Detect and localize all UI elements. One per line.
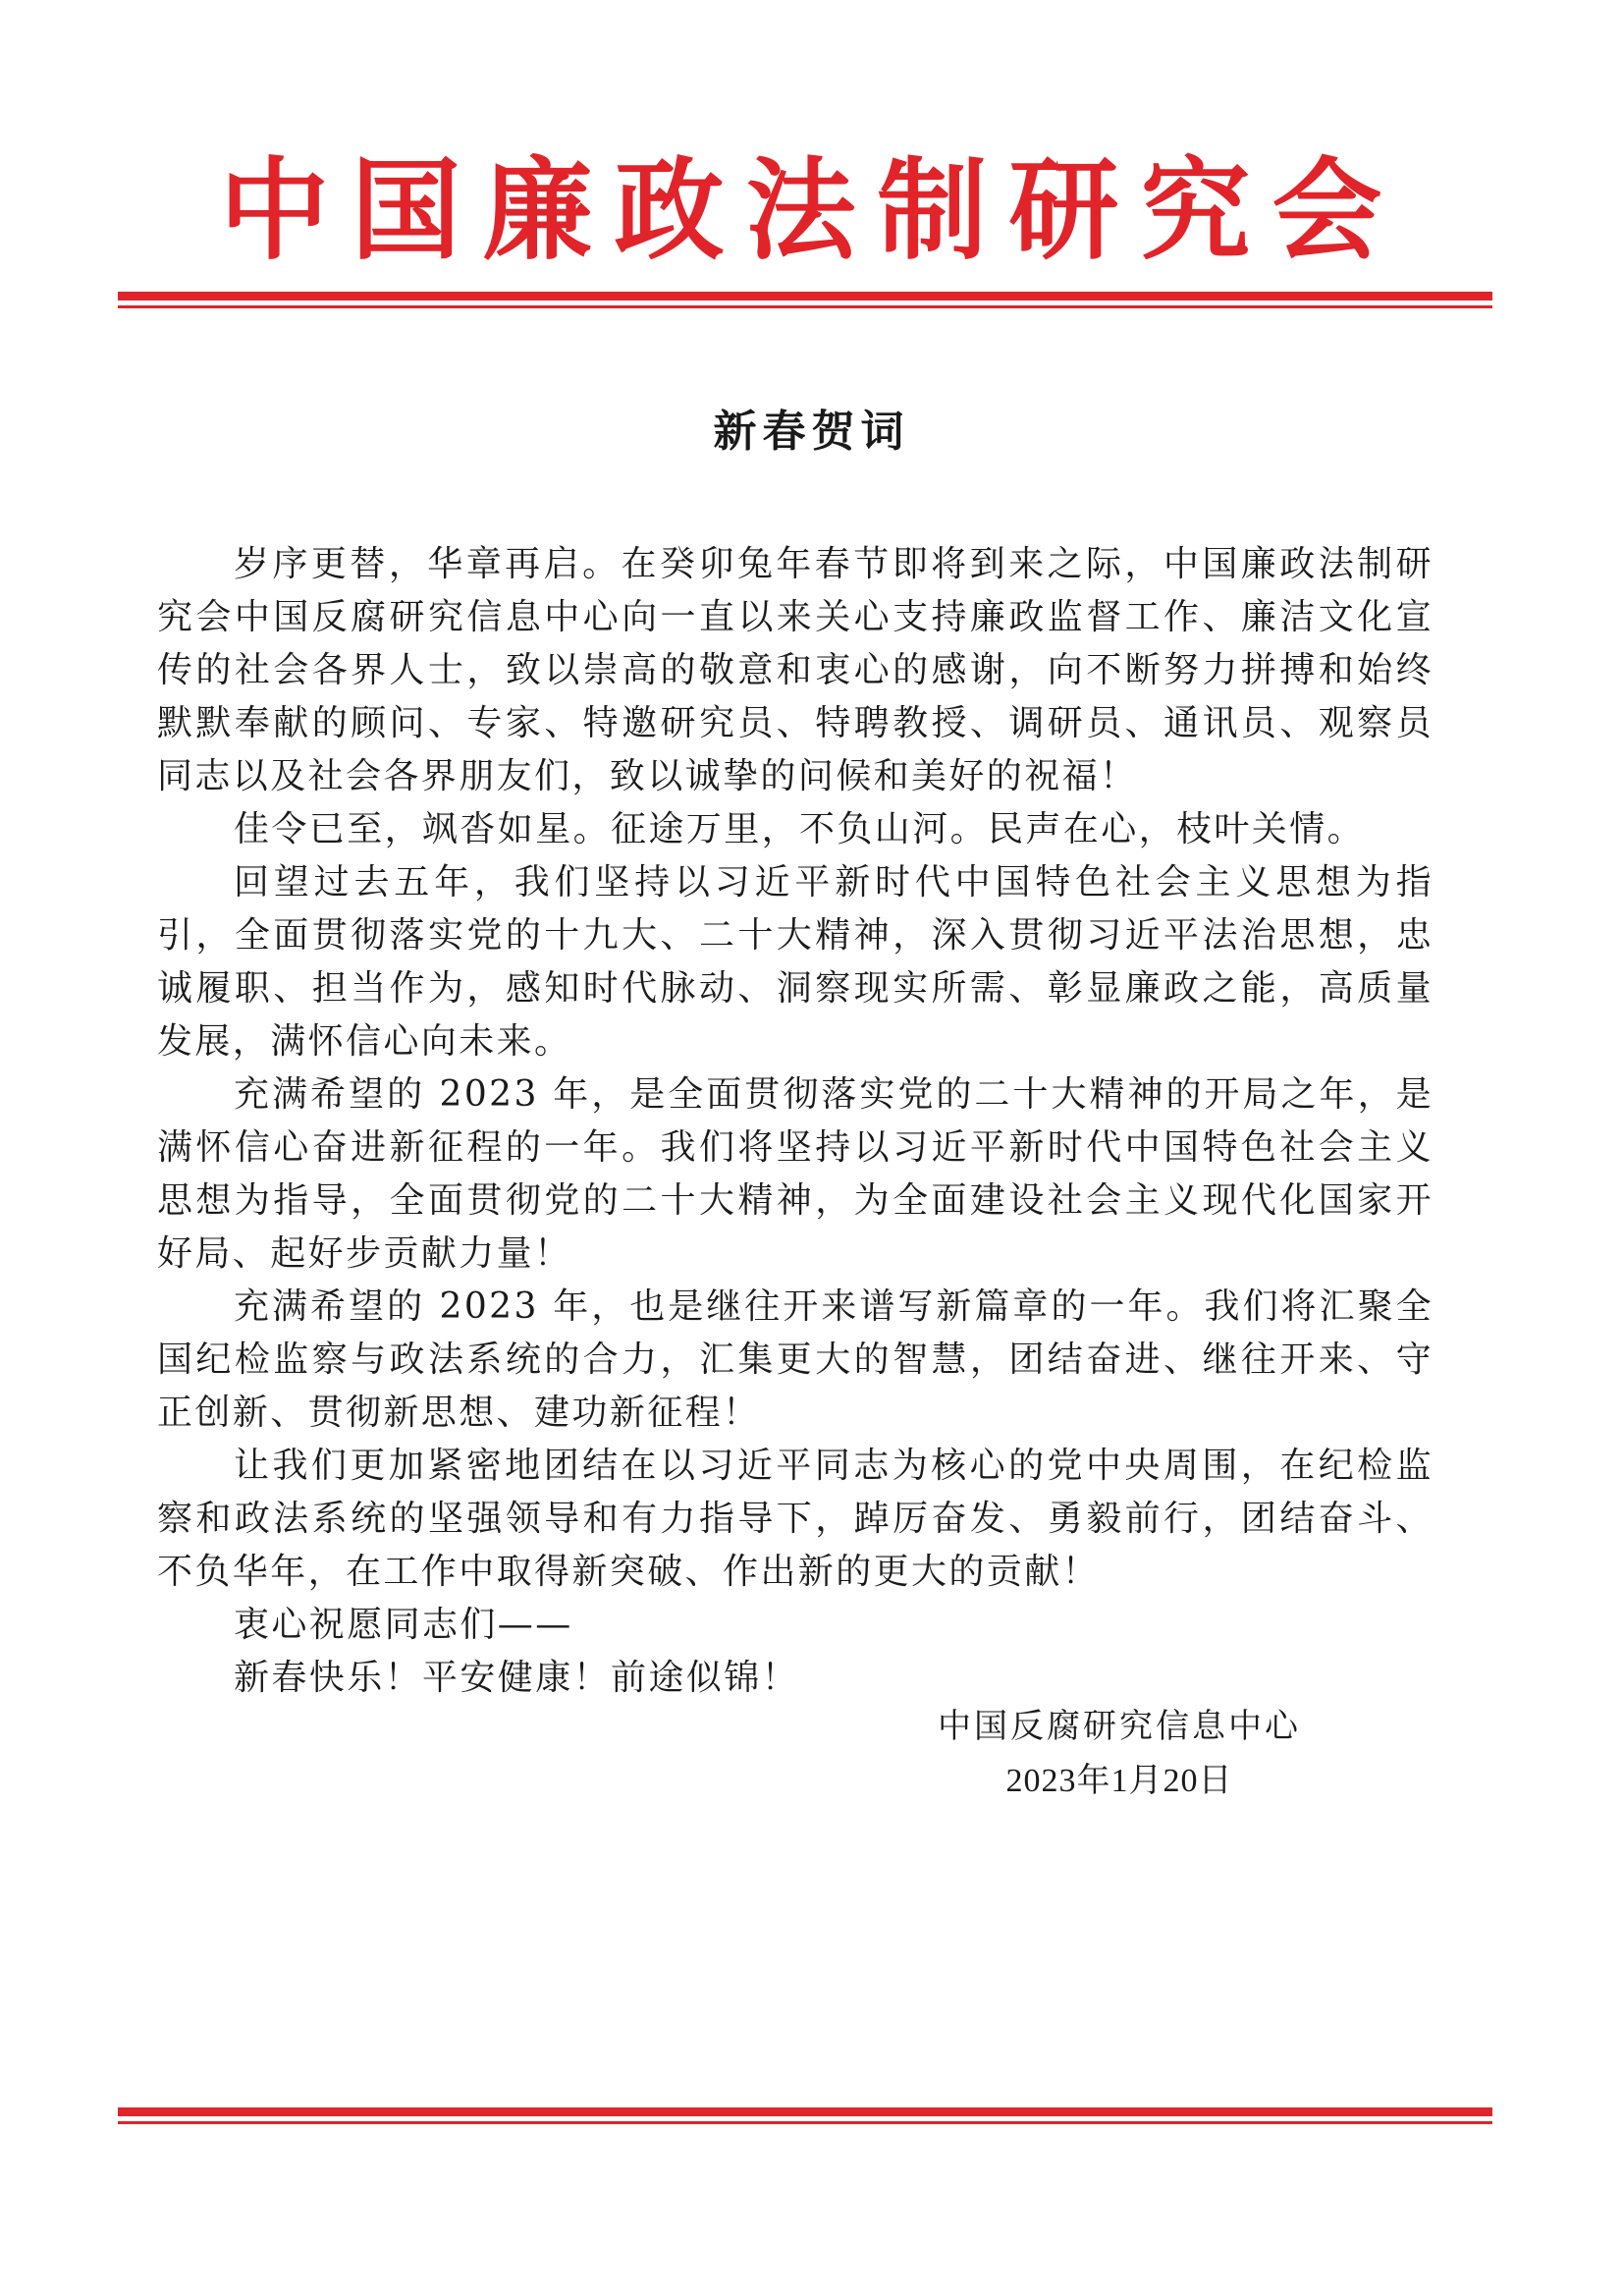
letterhead-title: 中国廉政法制研究会: [219, 147, 1404, 275]
footer-thick-line: [118, 2107, 1492, 2116]
letter-body: [157, 538, 1434, 1705]
signature-block: [884, 1699, 1355, 1809]
footer-divider: [118, 2107, 1492, 2124]
paragraph-opening: 岁序更替，华章再启。在癸卯兔年春节即将到来之际，中国廉政法制研究会中国反腐研究信息中心向一直以来关心支持廉政监督工作、廉洁文化宣传的社会各界人士，致以崇高的敬意和衷心的感谢，向不断努力拼搏和始终默默奉献的顾问、专家、特邀研究员、特聘教授、调研员、通讯员、观察员同志以及社会各界朋友们，致以诚挚的问候和美好的祝福！: [157, 544, 1434, 796]
letterhead-divider-top: [118, 292, 1492, 308]
signature-date: 2023年1月20日: [1005, 1763, 1233, 1799]
paragraph-2023-continue: 充满希望的 2023 年，也是继往开来谱写新篇章的一年。我们将汇聚全国纪检监察与政法系统的合力，汇集更大的智慧，团结奋进、继往开来、守正创新、贯彻新思想、建功新征程！: [157, 1286, 1434, 1433]
paragraph-2023-start: 充满希望的 2023 年，是全面贯彻落实党的二十大精神的开局之年，是满怀信心奋进新征程的一年。我们将坚持以习近平新时代中国特色社会主义思想为指导，全面贯彻党的二十大精神，为全面建设社会主义现代化国家开好局、起好步贡献力量！: [157, 1074, 1434, 1274]
divider-thick-line: [118, 292, 1492, 301]
closing-wish: 衷心祝愿同志们——: [234, 1605, 573, 1645]
footer-thin-line: [118, 2121, 1492, 2124]
paragraph-unite: 让我们更加紧密地团结在以习近平同志为核心的党中央周围，在纪检监察和政法系统的坚强领导和有力指导下，踔厉奋发、勇毅前行，团结奋斗、不负华年，在工作中取得新突破、作出新的更大的贡献！: [157, 1446, 1434, 1592]
paragraph-review: 回望过去五年，我们坚持以习近平新时代中国特色社会主义思想为指引，全面贯彻落实党的十九大、二十大精神，深入贯彻习近平法治思想，忠诚履职、担当作为，感知时代脉动、洞察现实所需、彰显廉政之能，高质量发展，满怀信心向未来。: [157, 862, 1434, 1062]
signature-org: 中国反腐研究信息中心: [938, 1707, 1301, 1746]
divider-thin-line: [118, 305, 1492, 308]
document-title: 新春贺词: [713, 407, 910, 457]
paragraph-season: 佳令已至，飒沓如星。征途万里，不负山河。民声在心，枝叶关情。: [234, 809, 1366, 849]
closing-greeting: 新春快乐！平安健康！前途似锦！: [234, 1658, 800, 1698]
